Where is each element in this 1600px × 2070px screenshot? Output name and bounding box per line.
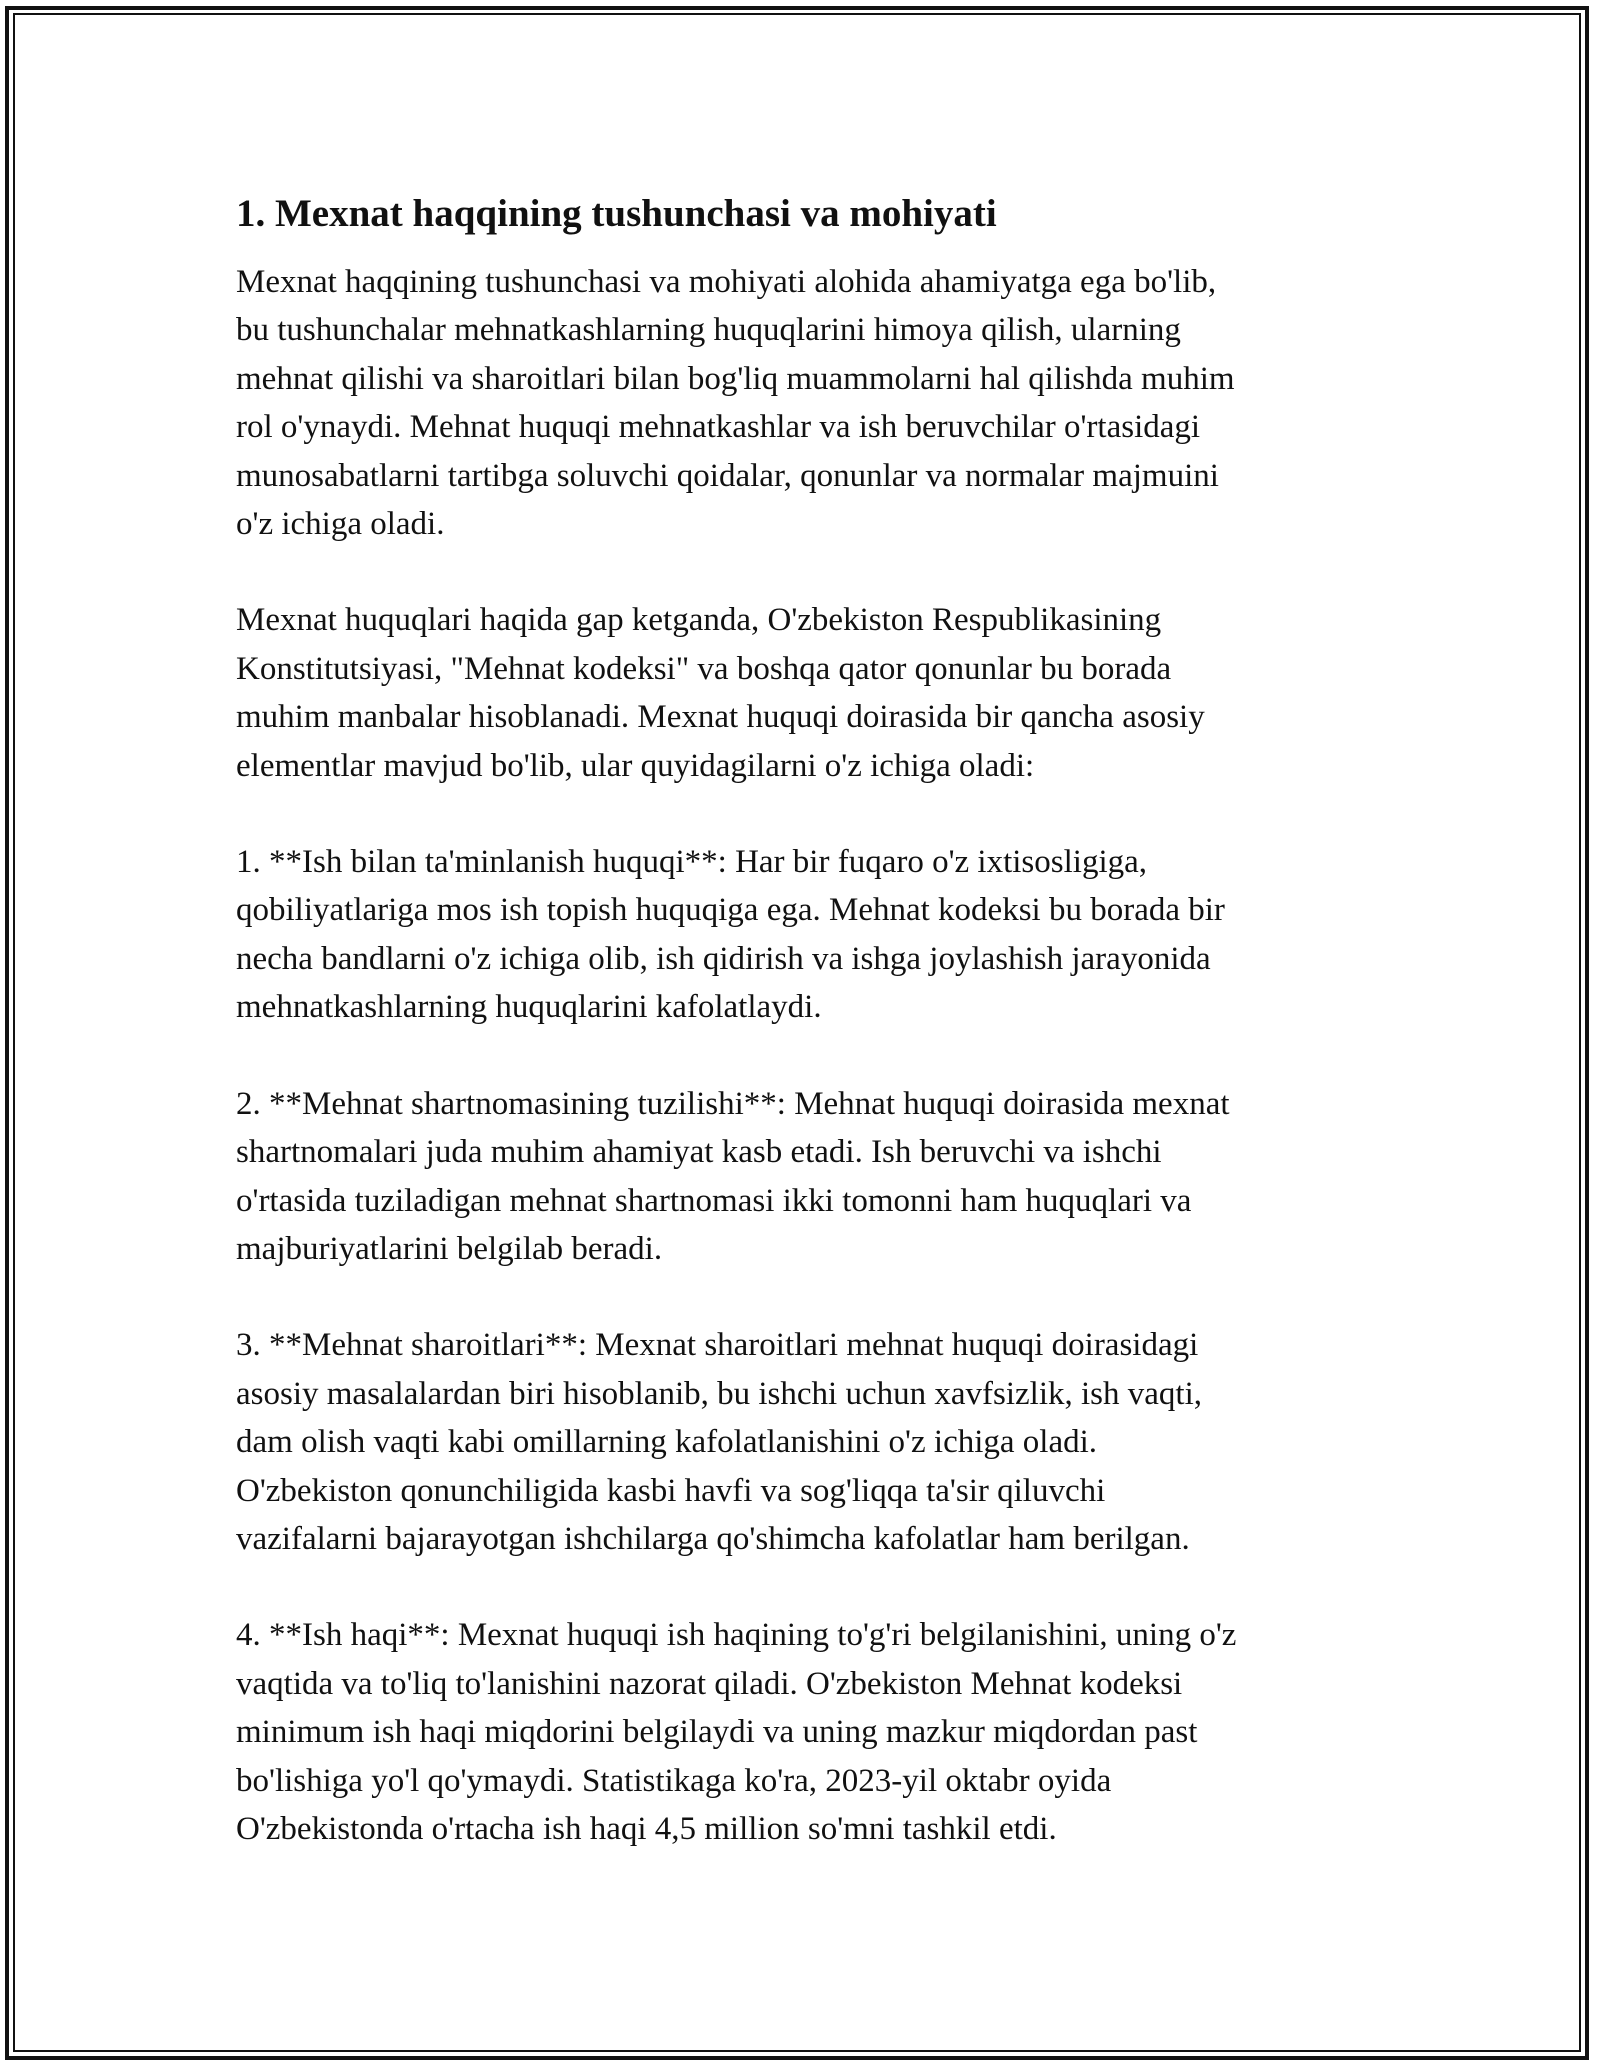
text-line: 2. **Mehnat shartnomasining tuzilishi**: Mehnat huquqi doirasida mexnat bbox=[236, 1085, 1230, 1122]
text-line: necha bandlarni o'z ichiga olib, ish qidirish va ishga joylashish jarayonida bbox=[236, 940, 1211, 977]
text-line: elementlar mavjud bo'lib, ular quyidagilarni o'z ichiga oladi: bbox=[236, 747, 1035, 784]
text-line: Mexnat haqqining tushunchasi va mohiyati alohida ahamiyatga ega bo'lib, bbox=[236, 264, 1217, 300]
list-item-employment-right bbox=[236, 838, 1366, 1032]
list-item-labor-contract bbox=[236, 1080, 1366, 1274]
list-item-wages bbox=[236, 1611, 1366, 1853]
text-line: majburiyatlarini belgilab beradi. bbox=[236, 1230, 663, 1267]
text-line: 1. **Ish bilan ta'minlanish huquqi**: Har bir fuqaro o'z ixtisosligiga, bbox=[236, 844, 1148, 881]
text-line: 3. **Mehnat sharoitlari**: Mexnat sharoitlari mehnat huquqi doirasidagi bbox=[236, 1327, 1199, 1364]
text-line: O'zbekistonda o'rtacha ish haqi 4,5 million so'mni tashkil etdi. bbox=[236, 1810, 1057, 1847]
text-line: rol o'ynaydi. Mehnat huquqi mehnatkashlar va ish beruvchilar o'rtasidagi bbox=[236, 409, 1201, 446]
text-line: o'rtasida tuziladigan mehnat shartnomasi ikki tomonni ham huquqlari va bbox=[236, 1182, 1192, 1219]
text-line: vaqtida va to'liq to'lanishini nazorat qiladi. O'zbekiston Mehnat kodeksi bbox=[236, 1665, 1183, 1702]
text-line: shartnomalari juda muhim ahamiyat kasb etadi. Ish beruvchi va ishchi bbox=[236, 1134, 1162, 1171]
text-line: O'zbekiston qonunchiligida kasbi havfi va sog'liqqa ta'sir qiluvchi bbox=[236, 1472, 1106, 1509]
section-heading: 1. Mexnat haqqining tushunchasi va mohiyati bbox=[236, 192, 997, 235]
text-line: vazifalarni bajarayotgan ishchilarga qo'shimcha kafolatlar ham berilgan. bbox=[236, 1520, 1190, 1557]
text-line: dam olish vaqti kabi omillarning kafolatlanishini o'z ichiga oladi. bbox=[236, 1424, 1098, 1461]
paragraph-sources bbox=[236, 596, 1366, 790]
document-page bbox=[236, 188, 1366, 1901]
paragraph-intro bbox=[236, 258, 1366, 548]
text-line: Mexnat huquqlari haqida gap ketganda, O'zbekiston Respublikasining bbox=[236, 602, 1162, 639]
text-line: bo'lishiga yo'l qo'ymaydi. Statistikaga ko'ra, 2023-yil oktabr oyida bbox=[236, 1762, 1112, 1799]
text-line: 4. **Ish haqi**: Mexnat huquqi ish haqining to'g'ri belgilanishini, uning o'z bbox=[236, 1617, 1237, 1654]
text-line: qobiliyatlariga mos ish topish huquqiga ega. Mehnat kodeksi bu borada bir bbox=[236, 892, 1225, 929]
text-line: bu tushunchalar mehnatkashlarning huquqlarini himoya qilish, ularning bbox=[236, 312, 1181, 349]
text-line: Konstitutsiyasi, "Mehnat kodeksi" va boshqa qator qonunlar bu borada bbox=[236, 650, 1172, 687]
text-line: minimum ish haqi miqdorini belgilaydi va uning mazkur miqdordan past bbox=[236, 1714, 1198, 1751]
text-line: mehnat qilishi va sharoitlari bilan bog'liq muammolarni hal qilishda muhim bbox=[236, 360, 1235, 397]
list-item-working-conditions bbox=[236, 1321, 1366, 1563]
text-line: munosabatlarni tartibga soluvchi qoidalar, qonunlar va normalar majmuini bbox=[236, 457, 1219, 494]
text-line: muhim manbalar hisoblanadi. Mexnat huquqi doirasida bir qancha asosiy bbox=[236, 699, 1205, 736]
text-line: o'z ichiga oladi. bbox=[236, 506, 445, 543]
text-line: mehnatkashlarning huquqlarini kafolatlaydi. bbox=[236, 989, 822, 1026]
text-line: asosiy masalalardan biri hisoblanib, bu ishchi uchun xavfsizlik, ish vaqti, bbox=[236, 1375, 1202, 1412]
